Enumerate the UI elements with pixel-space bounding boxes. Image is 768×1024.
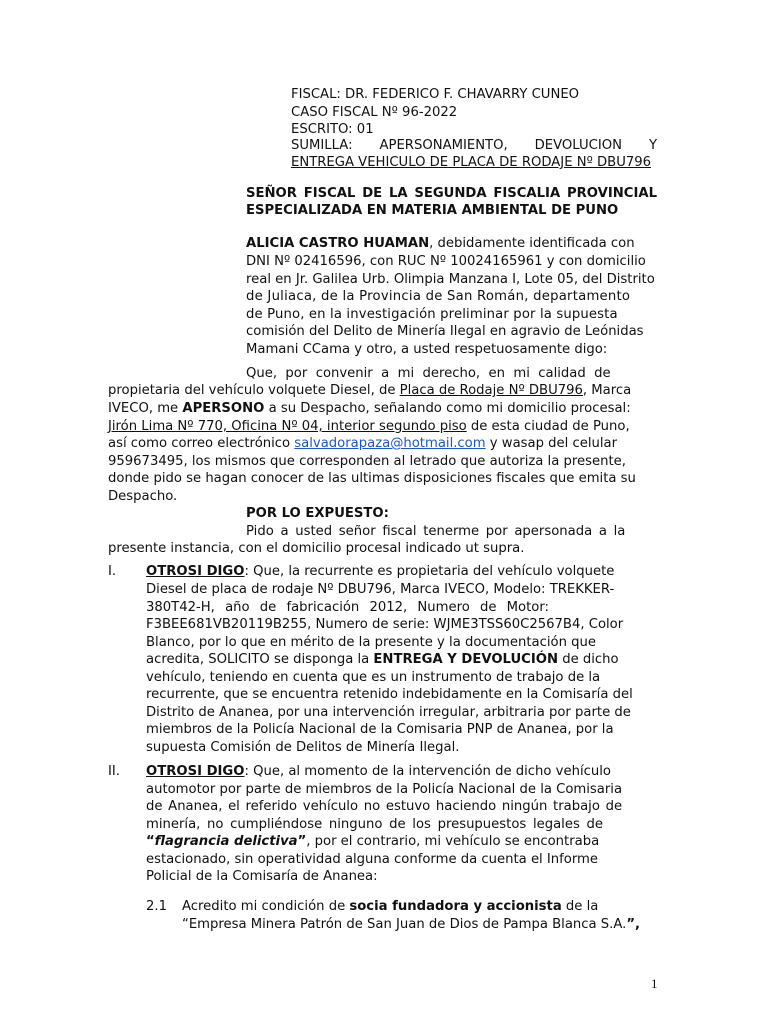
otrosi-1-line-3: 380T42-H, año de fabricación 2012, Numero de Motor:	[146, 600, 550, 615]
otrosi-1-line-6: acredita, SOLICITO se disponga la ENTREGA Y DEVOLUCIÓN de dicho	[146, 652, 619, 667]
intro-line-5: de Puno, en la investigación preliminar por la supuesta	[246, 307, 618, 322]
caso-fiscal-line: CASO FISCAL Nº 96-2022	[291, 105, 458, 120]
expuesto-heading: POR LO EXPUESTO:	[246, 506, 389, 521]
otrosi-1-line-11: supuesta Comisión de Delitos de Minería Ilegal.	[146, 740, 460, 755]
intro-line-2: DNI Nº 02416596, con RUC Nº 10024165961 y con domicilio	[246, 254, 646, 269]
otrosi-1-line-8: recurrente, que se encuentra retenido indebidamente en la Comisaría del	[146, 687, 633, 702]
otrosi-1-line-7: vehículo, teniendo en cuenta que es un instrumento de trabajo de la	[146, 670, 601, 685]
intro-line-3: real en Jr. Galilea Urb. Olimpia Manzana I, Lote 05, del Distrito	[246, 272, 655, 287]
intro-line-1: ALICIA CASTRO HUAMAN, debidamente identificada con	[246, 236, 635, 251]
sumilla-line: SUMILLA: APERSONAMIENTO, DEVOLUCION Y	[291, 138, 657, 153]
body-line-2: propietaria del vehículo volquete Diesel, de Placa de Rodaje Nº DBU796, Marca	[108, 383, 632, 398]
fiscal-line: FISCAL: DR. FEDERICO F. CHAVARRY CUNEO	[291, 87, 580, 102]
otrosi-2-number: II.	[108, 764, 120, 779]
escrito-line: ESCRITO: 01	[291, 122, 374, 137]
otrosi-1-line-5: Blanco, por lo que en mérito de la presente y la documentación que	[146, 635, 596, 650]
otrosi-2-line-7: Policial de la Comisaría de Ananea:	[146, 869, 378, 884]
body-line-8: Despacho.	[108, 489, 178, 504]
otrosi-1-line-1: OTROSI DIGO: Que, la recurrente es propietaria del vehículo volquete	[146, 564, 615, 579]
body-line-3: IVECO, me APERSONO a su Despacho, señalando como mi domicilio procesal:	[108, 401, 631, 416]
intro-line-7: Mamani CCama y otro, a usted respetuosamente digo:	[246, 342, 608, 357]
otrosi-1-line-2: Diesel de placa de rodaje Nº DBU796, Marca IVECO, Modelo: TREKKER-	[146, 582, 615, 597]
email-link[interactable]: salvadorapaza@hotmail.com	[294, 436, 486, 451]
expuesto-line-2: presente instancia, con el domicilio procesal indicado ut supra.	[108, 541, 525, 556]
otrosi-2-line-5: “flagrancia delictiva”, por el contrario, mi vehículo se encontraba	[146, 834, 600, 849]
otrosi-1-number: I.	[108, 564, 117, 579]
addressee-line-2: ESPECIALIZADA EN MATERIA AMBIENTAL DE PUNO	[246, 203, 619, 218]
otrosi-1-label: OTROSI DIGO	[146, 564, 245, 579]
otrosi-2-line-3: de Ananea, el referido vehículo no estuvo haciendo ningún trabajo de	[146, 799, 623, 814]
otrosi-1-line-4: F3BEE681VB20119B255, Numero de serie: WJME3TSS60C2567B4, Color	[146, 617, 624, 632]
body-line-5: así como correo electrónico salvadorapaza@hotmail.com y wasap del celular	[108, 436, 618, 451]
intro-line-4: de Juliaca, de la Provincia de San Román, departamento	[246, 289, 631, 304]
otrosi-1-line-10: miembros de la Policía Nacional de la Comisaria PNP de Ananea, por la	[146, 722, 614, 737]
body-line-7: donde pido se hagan conocer de las ultimas disposiciones fiscales que emita su	[108, 471, 636, 486]
body-line-4: Jirón Lima Nº 770, Oficina Nº 04, interior segundo piso de esta ciudad de Puno,	[108, 419, 630, 434]
addressee-line-1: SEÑOR FISCAL DE LA SEGUNDA FISCALIA PROVINCIAL	[246, 186, 657, 201]
body-line-6: 959673495, los mismos que corresponden al letrado que autoriza la presente,	[108, 454, 626, 469]
sub-2-1-line-2: “Empresa Minera Patrón de San Juan de Dios de Pampa Blanca S.A.”,	[182, 917, 641, 932]
otrosi-2-line-2: automotor por parte de miembros de la Policía Nacional de la Comisaria	[146, 782, 623, 797]
page-number: 1	[651, 976, 658, 991]
otrosi-2-line-1: OTROSI DIGO: Que, al momento de la intervención de dicho vehículo	[146, 764, 611, 779]
petitioner-name: ALICIA CASTRO HUAMAN	[246, 236, 430, 251]
otrosi-2-line-4: minería, no cumpliéndose ninguno de los presupuestos legales de	[146, 817, 604, 832]
otrosi-1-line-9: Distrito de Ananea, por una intervención irregular, arbitraria por parte de	[146, 705, 631, 720]
intro-line-6: comisión del Delito de Minería Ilegal en agravio de Leónidas	[246, 324, 644, 339]
expuesto-line-1: Pido a usted señor fiscal tenerme por apersonada a la	[246, 524, 626, 539]
sub-2-1-number: 2.1	[146, 899, 167, 914]
sumilla-subject: ENTREGA VEHICULO DE PLACA DE RODAJE Nº DBU796	[291, 155, 652, 170]
body-line-1: Que, por convenir a mi derecho, en mi calidad de	[246, 366, 611, 381]
otrosi-2-label: OTROSI DIGO	[146, 764, 245, 779]
otrosi-2-line-6: estacionado, sin operatividad alguna conforme da cuenta el Informe	[146, 852, 599, 867]
sub-2-1-line-1: Acredito mi condición de socia fundadora y accionista de la	[182, 899, 599, 914]
